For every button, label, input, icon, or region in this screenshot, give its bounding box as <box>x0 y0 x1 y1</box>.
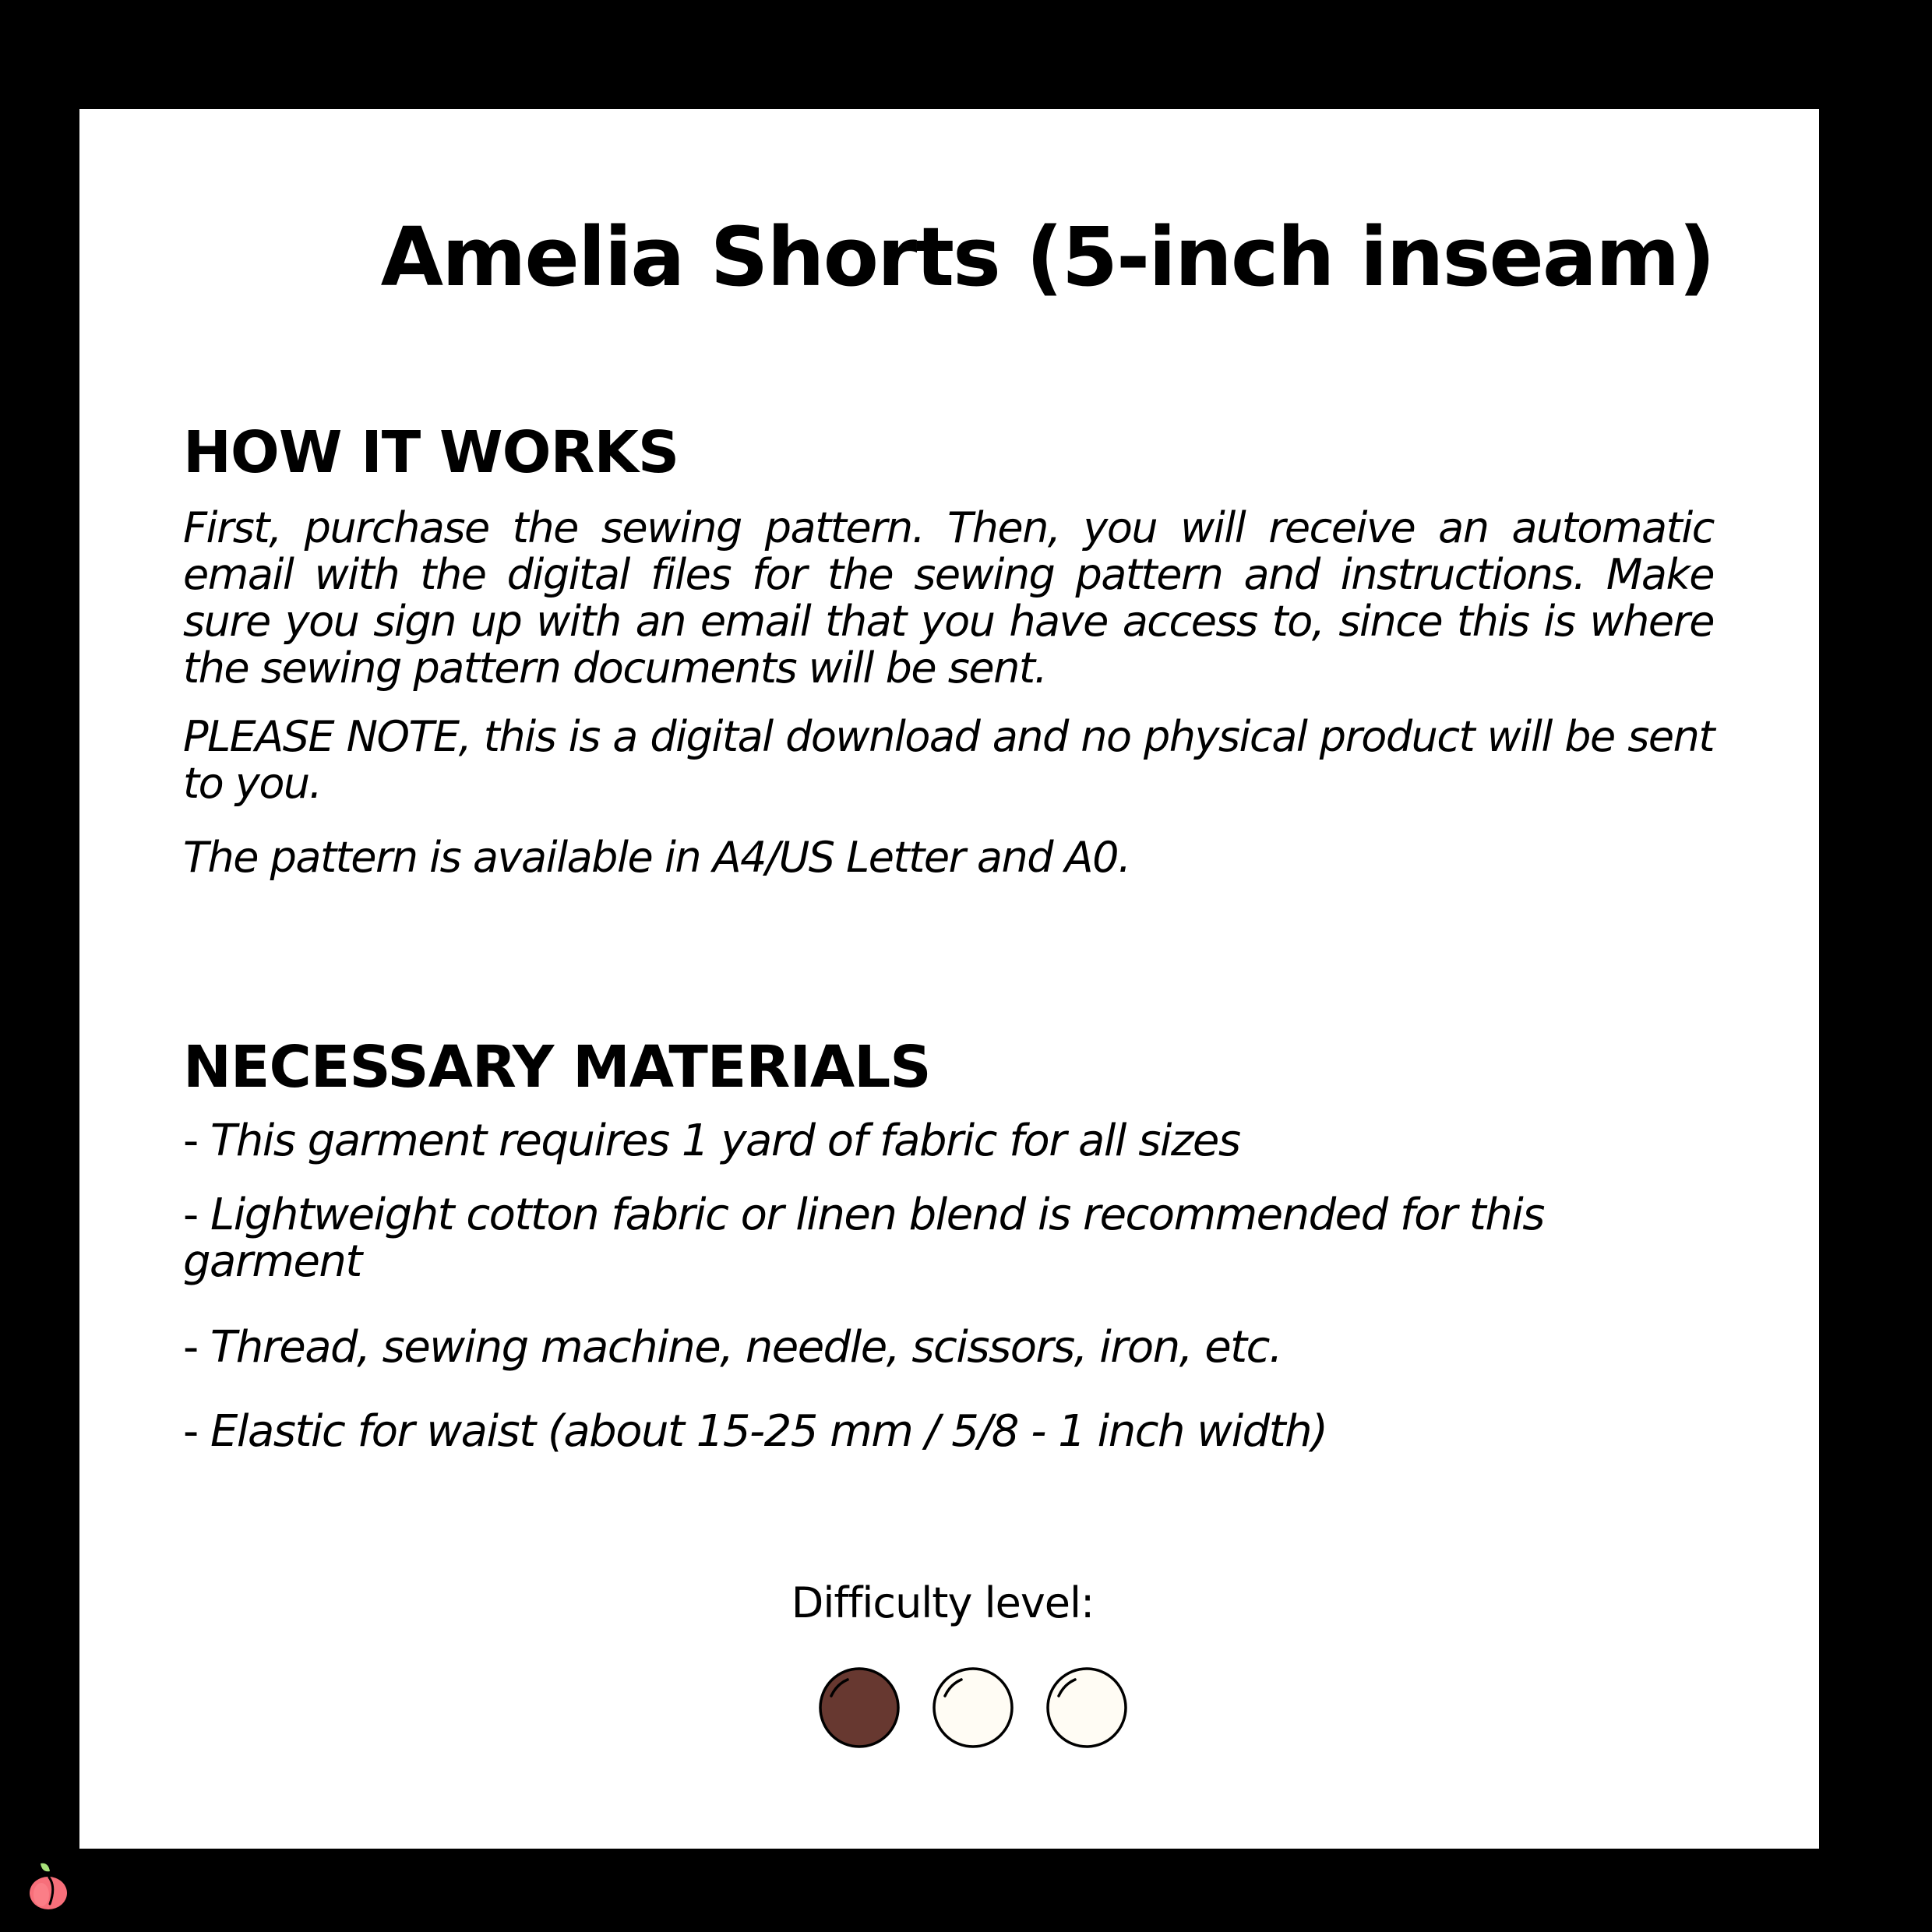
list-item-text: Thread, sewing machine, needle, scissors, iron, etc. <box>210 1322 1282 1373</box>
section-heading-how-it-works: HOW IT WORKS <box>183 419 679 486</box>
circle-icon-empty <box>1045 1666 1128 1749</box>
bullet-dash: - <box>183 1322 198 1373</box>
circle-icon-empty <box>932 1666 1014 1749</box>
difficulty-section <box>79 1576 1819 1631</box>
bullet-dash: - <box>183 1190 198 1240</box>
list-item <box>183 1324 1663 1371</box>
list-item-text: This garment requires 1 yard of fabric for all sizes <box>210 1116 1240 1166</box>
list-item <box>183 1192 1663 1285</box>
page-title: Amelia Shorts (5-inch inseam) <box>380 210 1714 305</box>
bullet-dash: - <box>183 1406 198 1457</box>
section-heading-necessary-materials: NECESSARY MATERIALS <box>183 1034 931 1101</box>
bullet-dash: - <box>183 1116 198 1166</box>
difficulty-indicators <box>818 1666 1128 1749</box>
difficulty-label: Difficulty level: <box>791 1578 1095 1627</box>
list-item <box>183 1118 1663 1165</box>
list-item <box>183 1408 1663 1455</box>
paragraph-paper-sizes: The pattern is available in A4/US Letter and A0. <box>183 833 1130 882</box>
list-item-text: Lightweight cotton fabric or linen blend is recommended for this garment <box>183 1190 1544 1287</box>
materials-list <box>183 1118 1663 1455</box>
paragraph-purchase-instructions: First, purchase the sewing pattern. Then, you will receive an automatic email with the digital files for the sewing pattern and instructions. Make sure you sign up with an email that you have access to, since this is where the sewing pattern documents will be sent. <box>183 503 1714 693</box>
peach-icon <box>26 1860 70 1912</box>
circle-icon-filled <box>818 1666 901 1749</box>
list-item-text: Elastic for waist (about 15-25 mm / 5/8 - 1 inch width) <box>210 1406 1327 1457</box>
paragraph-digital-note: PLEASE NOTE, this is a digital download and no physical product will be sent to you. <box>183 712 1714 808</box>
document-panel <box>79 109 1819 1849</box>
